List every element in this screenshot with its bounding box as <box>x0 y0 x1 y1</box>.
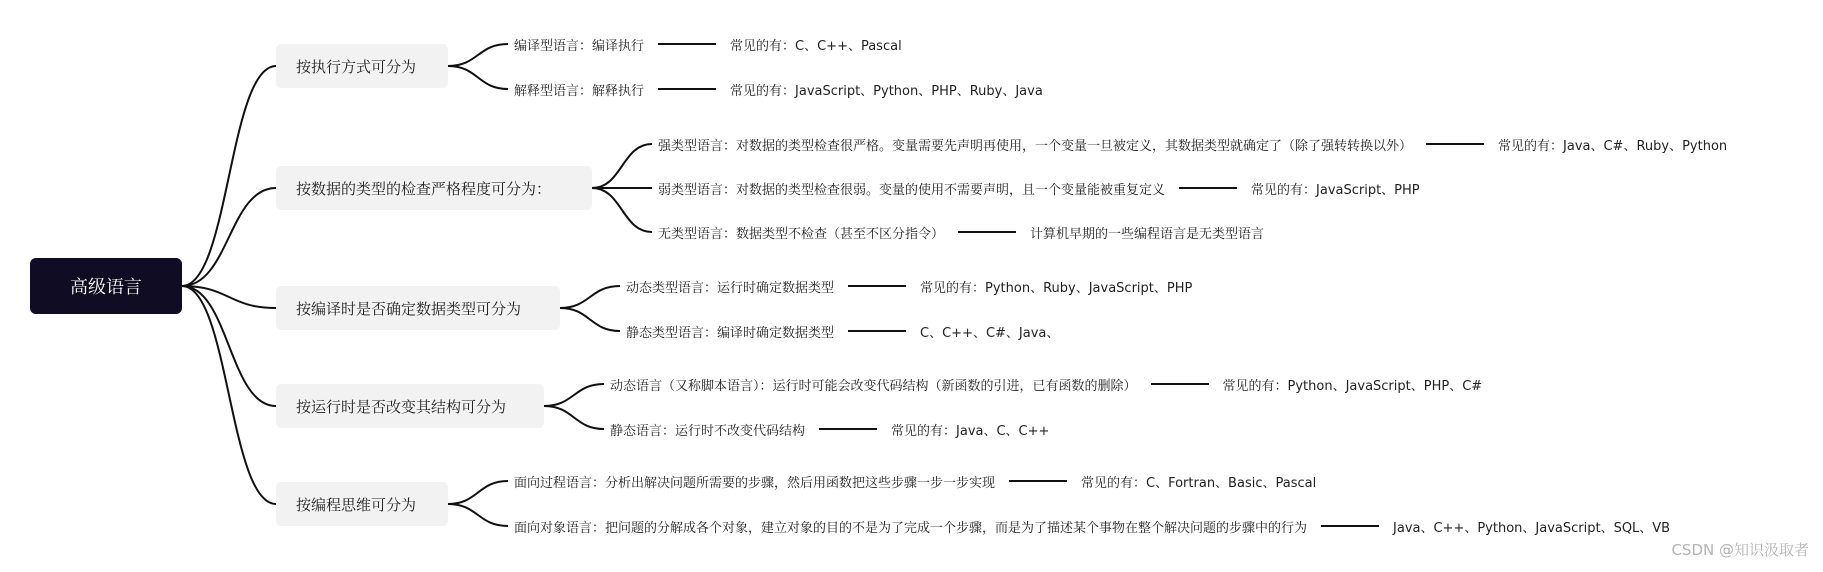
leaf-connector <box>848 285 906 287</box>
leaf-desc: 静态类型语言：编译时确定数据类型 <box>626 325 835 341</box>
branch-to-leaf-connector <box>544 384 604 406</box>
leaf-connector <box>819 428 877 430</box>
leaf-connector <box>1151 383 1209 385</box>
leaf-desc: 静态语言：运行时不改变代码结构 <box>610 423 806 439</box>
root-to-branch-connector <box>182 66 276 286</box>
leaf-desc: 动态语言（又称脚本语言）：运行时可能会改变代码结构（新函数的引进，已有函数的删除） <box>610 378 1137 394</box>
root-to-branch-connector <box>182 286 276 406</box>
branch-to-leaf-connector <box>560 308 620 331</box>
branch-label: 按编译时是否确定数据类型可分为 <box>296 299 522 318</box>
leaf-desc: 面向过程语言：分析出解决问题所需要的步骤，然后用函数把这些步骤一步一步实现 <box>514 475 996 491</box>
leaf-note: 常见的有：C、Fortran、Basic、Pascal <box>1081 475 1317 491</box>
root-node[interactable] <box>30 258 182 314</box>
leaf-note: 常见的有：Java、C、C++ <box>891 423 1050 439</box>
root-label: 高级语言 <box>70 277 142 298</box>
leaf-note: C、C++、C#、Java、 <box>920 325 1060 341</box>
leaf-node[interactable] <box>514 471 1316 491</box>
branch-to-leaf-connector <box>448 504 508 526</box>
root-to-branch-connector <box>182 286 276 504</box>
leaf-note: 常见的有：JavaScript、Python、PHP、Ruby、Java <box>730 83 1043 99</box>
branch-label: 按执行方式可分为 <box>296 57 417 76</box>
branch-node-type-checking[interactable] <box>276 166 592 210</box>
leaf-node[interactable] <box>514 34 902 54</box>
branch-to-leaf-connector <box>592 188 652 232</box>
leaf-note: 常见的有：C、C++、Pascal <box>730 38 902 54</box>
branch-label: 按数据的类型的检查严格程度可分为： <box>296 179 552 198</box>
branch-to-leaf-connector <box>592 144 652 188</box>
leaf-desc: 弱类型语言：对数据的类型检查很弱。变量的使用不需要声明，且一个变量能被重复定义 <box>658 182 1166 198</box>
branch-label: 按编程思维可分为 <box>296 495 417 514</box>
leaf-node[interactable] <box>658 178 1420 198</box>
leaf-connector <box>958 231 1016 233</box>
leaf-connector <box>658 43 716 45</box>
leaf-node[interactable] <box>626 276 1192 296</box>
leaf-connector <box>1009 480 1067 482</box>
leaf-node[interactable] <box>626 321 1059 341</box>
branch-to-leaf-connector <box>448 481 508 504</box>
watermark: CSDN @知识汲取者 <box>1671 541 1809 559</box>
branch-to-leaf-connector <box>448 44 508 66</box>
leaf-node[interactable] <box>658 134 1727 154</box>
leaf-node[interactable] <box>610 419 1049 439</box>
leaf-desc: 编译型语言：编译执行 <box>514 38 645 54</box>
leaf-desc: 面向对象语言：把问题的分解成各个对象，建立对象的目的不是为了完成一个步骤，而是为了描述某个事物在整个解决问题的步骤中的行为 <box>514 520 1308 536</box>
leaf-connector <box>1426 143 1484 145</box>
root-to-branch-connector <box>182 188 276 286</box>
leaf-note: Java、C++、Python、JavaScript、SQL、VB <box>1393 520 1671 536</box>
branch-label: 按运行时是否改变其结构可分为 <box>296 397 507 416</box>
leaf-note: 计算机早期的一些编程语言是无类型语言 <box>1030 226 1265 242</box>
leaf-node[interactable] <box>514 79 1043 99</box>
leaf-desc: 无类型语言：数据类型不检查（甚至不区分指令） <box>658 226 945 242</box>
branch-to-leaf-connector <box>560 286 620 308</box>
leaf-connector <box>1179 187 1237 189</box>
leaf-node[interactable] <box>610 374 1482 394</box>
branch-to-leaf-connector <box>448 66 508 89</box>
leaf-connector <box>848 330 906 332</box>
branch-node-execution[interactable] <box>276 44 448 88</box>
leaf-note: 常见的有：JavaScript、PHP <box>1251 182 1420 198</box>
leaf-note: 常见的有：Python、JavaScript、PHP、C# <box>1222 378 1483 394</box>
branch-node-compile-time[interactable] <box>276 286 560 330</box>
branch-node-programming-paradigm[interactable] <box>276 482 448 526</box>
leaf-desc: 动态类型语言：运行时确定数据类型 <box>626 280 835 296</box>
leaf-desc: 解释型语言：解释执行 <box>514 83 645 99</box>
leaf-note: 常见的有：Python、Ruby、JavaScript、PHP <box>920 280 1193 296</box>
leaf-connector <box>658 88 716 90</box>
leaf-node[interactable] <box>658 222 1264 242</box>
leaf-node[interactable] <box>514 516 1670 536</box>
leaf-connector <box>1321 525 1379 527</box>
leaf-desc: 强类型语言：对数据的类型检查很严格。变量需要先声明再使用，一个变量一旦被定义，其数据类型就确定了（除了强转转换以外） <box>658 138 1413 154</box>
branch-node-runtime-structure[interactable] <box>276 384 544 428</box>
branch-to-leaf-connector <box>544 406 604 429</box>
leaf-note: 常见的有：Java、C#、Ruby、Python <box>1498 138 1728 154</box>
